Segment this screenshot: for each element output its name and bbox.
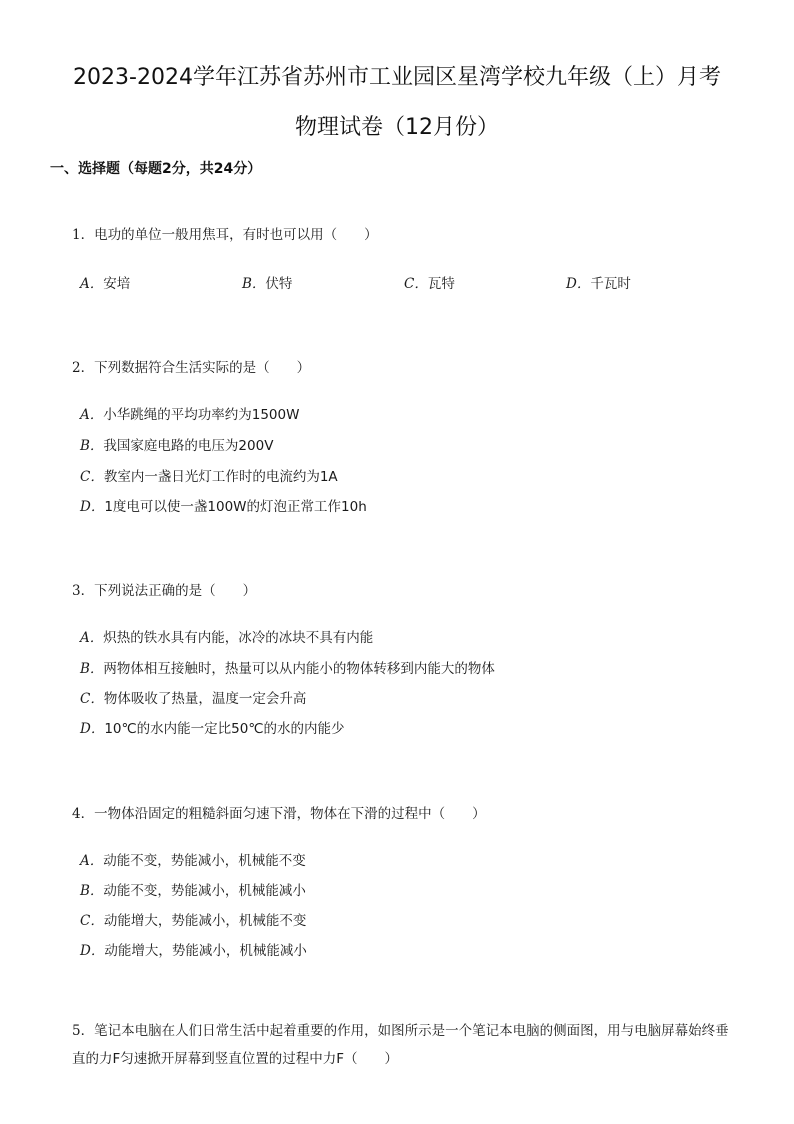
- question-3-stem: [72, 579, 256, 599]
- option-letter: B．: [80, 883, 104, 899]
- question-1-option-a: [80, 272, 130, 292]
- option-letter: D．: [80, 499, 105, 515]
- question-text: 下列说法正确的是（ ）: [94, 583, 257, 599]
- question-3-option-a: [80, 626, 373, 646]
- question-number: 1．: [72, 227, 95, 243]
- exam-title-line-2: 物理试卷（12月份）: [295, 115, 499, 140]
- question-text: 一物体沿固定的粗糙斜面匀速下滑，物体在下滑的过程中（ ）: [94, 806, 486, 822]
- option-text: 动能增大，势能减小，机械能减小: [104, 943, 307, 959]
- option-letter: D．: [566, 276, 591, 292]
- question-number: 3．: [72, 583, 95, 599]
- question-1-stem: [72, 223, 378, 243]
- question-3-option-b: [80, 657, 495, 677]
- option-letter: B．: [80, 661, 104, 677]
- option-text: 我国家庭电路的电压为200V: [103, 438, 274, 454]
- option-letter: D．: [80, 721, 105, 737]
- option-letter: A．: [80, 407, 104, 423]
- option-text: 小华跳绳的平均功率约为1500W: [103, 407, 300, 423]
- question-number: 5．: [72, 1023, 95, 1039]
- question-2-option-a: [80, 403, 299, 423]
- question-4-option-b: [80, 879, 306, 899]
- option-letter: C．: [80, 691, 104, 707]
- option-text: 千瓦时: [590, 276, 631, 292]
- option-letter: C．: [80, 469, 104, 485]
- question-4-stem: [72, 802, 486, 822]
- question-4-option-a: [80, 849, 306, 869]
- option-letter: B．: [242, 276, 266, 292]
- question-3-option-c: [80, 687, 306, 707]
- question-1-option-b: [242, 272, 292, 292]
- question-2-option-d: [80, 495, 367, 515]
- question-text: 电功的单位一般用焦耳，有时也可以用（ ）: [94, 227, 378, 243]
- option-letter: A．: [80, 276, 104, 292]
- option-letter: A．: [80, 630, 104, 646]
- option-text: 动能不变，势能减小，机械能不变: [103, 853, 306, 869]
- option-text: 10℃的水内能一定比50℃的水的内能少: [104, 721, 345, 737]
- option-letter: C．: [80, 913, 104, 929]
- option-text: 安培: [103, 276, 131, 292]
- option-text: 1度电可以使一盏100W的灯泡正常工作10h: [104, 499, 367, 515]
- question-2-option-c: [80, 465, 338, 485]
- question-4-option-c: [80, 909, 306, 929]
- question-number: 2．: [72, 360, 95, 376]
- option-letter: D．: [80, 943, 105, 959]
- option-text: 物体吸收了热量，温度一定会升高: [103, 691, 307, 707]
- question-5-stem: [72, 1017, 742, 1073]
- question-text: 下列数据符合生活实际的是（ ）: [94, 360, 311, 376]
- option-text: 伏特: [265, 276, 293, 292]
- option-text: 教室内一盏日光灯工作时的电流约为1A: [103, 469, 338, 485]
- exam-title-line-1: 2023-2024学年江苏省苏州市工业园区星湾学校九年级（上）月考: [73, 65, 721, 90]
- option-text: 炽热的铁水具有内能，冰冷的冰块不具有内能: [103, 630, 374, 646]
- option-text: 瓦特: [427, 276, 455, 292]
- question-1-option-d: [566, 272, 631, 292]
- question-2-stem: [72, 356, 310, 376]
- option-letter: C．: [404, 276, 428, 292]
- question-text: 笔记本电脑在人们日常生活中起着重要的作用，如图所示是一个笔记本电脑的侧面图，用与电脑屏幕始终垂直的力F匀速掀开屏幕到竖直位置的过程中力F（ ）: [72, 1023, 729, 1067]
- option-text: 两物体相互接触时，热量可以从内能小的物体转移到内能大的物体: [103, 661, 495, 677]
- question-4-option-d: [80, 939, 307, 959]
- question-3-option-d: [80, 717, 345, 737]
- option-letter: B．: [80, 438, 104, 454]
- question-2-option-b: [80, 434, 273, 454]
- option-letter: A．: [80, 853, 104, 869]
- question-number: 4．: [72, 806, 95, 822]
- option-text: 动能增大，势能减小，机械能不变: [103, 913, 307, 929]
- question-1-option-c: [404, 272, 455, 292]
- section-heading: 一、选择题（每题2分，共24分）: [50, 161, 262, 177]
- option-text: 动能不变，势能减小，机械能减小: [103, 883, 306, 899]
